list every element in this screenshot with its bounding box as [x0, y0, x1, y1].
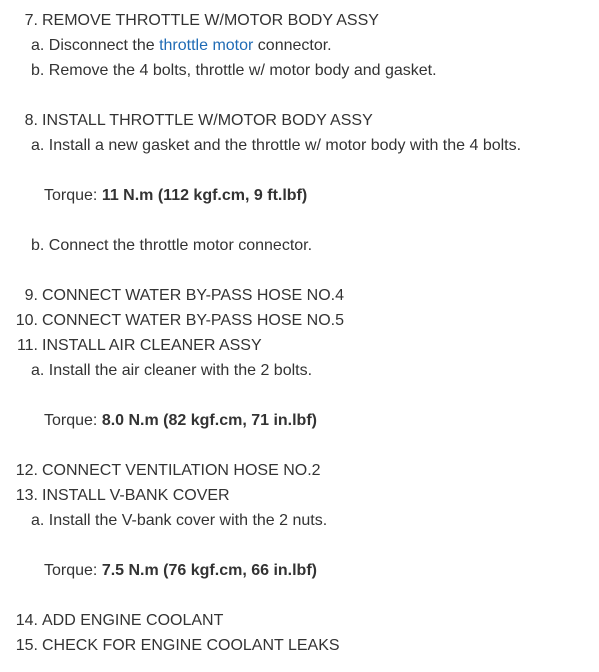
step-13-torque [44, 561, 317, 581]
step-title: INSTALL THROTTLE W/MOTOR BODY ASSY [42, 112, 373, 129]
step-title: CHECK FOR ENGINE COOLANT LEAKS [42, 637, 340, 654]
sub-text: Install the V-bank cover with the 2 nuts. [48, 512, 328, 529]
step-8-torque [44, 186, 307, 206]
step-title: CONNECT VENTILATION HOSE NO.2 [42, 462, 321, 479]
step-title: INSTALL AIR CLEANER ASSY [42, 337, 262, 354]
step-11-torque [44, 411, 317, 431]
step-title: CONNECT WATER BY-PASS HOSE NO.5 [42, 312, 344, 329]
step-number: 15. [15, 637, 38, 654]
torque-value: 11 N.m (112 kgf.cm, 9 ft.lbf) [101, 187, 308, 204]
step-12 [0, 461, 321, 481]
step-11 [0, 336, 262, 356]
step-8 [0, 111, 373, 131]
step-number: 8. [24, 112, 38, 129]
sub-letter: a. [31, 362, 45, 379]
step-number: 14. [15, 612, 38, 629]
step-number: 13. [15, 487, 38, 504]
step-number: 9. [24, 287, 38, 304]
step-15 [0, 636, 340, 656]
sub-text: Connect the throttle motor connector. [48, 237, 313, 254]
sub-text: Install the air cleaner with the 2 bolts. [48, 362, 313, 379]
step-11-sub-a [31, 361, 312, 381]
sub-letter: a. [31, 37, 45, 54]
torque-label: Torque: [44, 412, 102, 429]
torque-value: 7.5 N.m (76 kgf.cm, 66 in.lbf) [101, 562, 317, 579]
sub-text: Remove the 4 bolts, throttle w/ motor body and gasket. [48, 62, 437, 79]
step-7-sub-b [31, 61, 437, 81]
sub-text: connector. [253, 37, 332, 54]
step-8-sub-a [31, 136, 521, 156]
step-7-sub-a [31, 36, 332, 56]
step-title: ADD ENGINE COOLANT [42, 612, 224, 629]
step-title: CONNECT WATER BY-PASS HOSE NO.4 [42, 287, 344, 304]
step-9 [0, 286, 344, 306]
step-7 [0, 11, 379, 31]
step-10 [0, 311, 344, 331]
torque-value: 8.0 N.m (82 kgf.cm, 71 in.lbf) [101, 412, 317, 429]
throttle-motor-link[interactable]: throttle motor [159, 37, 254, 54]
step-14 [0, 611, 223, 631]
step-number: 10. [15, 312, 38, 329]
sub-letter: b. [31, 62, 45, 79]
step-13-sub-a [31, 511, 327, 531]
sub-text: Install a new gasket and the throttle w/ motor body with the 4 bolts. [48, 137, 522, 154]
sub-letter: a. [31, 137, 45, 154]
step-number: 12. [15, 462, 38, 479]
step-number: 11. [16, 337, 38, 354]
step-13 [0, 486, 230, 506]
sub-letter: a. [31, 512, 45, 529]
step-number: 7. [24, 12, 38, 29]
sub-letter: b. [31, 237, 45, 254]
torque-label: Torque: [44, 562, 102, 579]
step-title: INSTALL V-BANK COVER [42, 487, 230, 504]
sub-text: Disconnect the [48, 37, 160, 54]
step-8-sub-b [31, 236, 312, 256]
torque-label: Torque: [44, 187, 102, 204]
step-title: REMOVE THROTTLE W/MOTOR BODY ASSY [42, 12, 379, 29]
